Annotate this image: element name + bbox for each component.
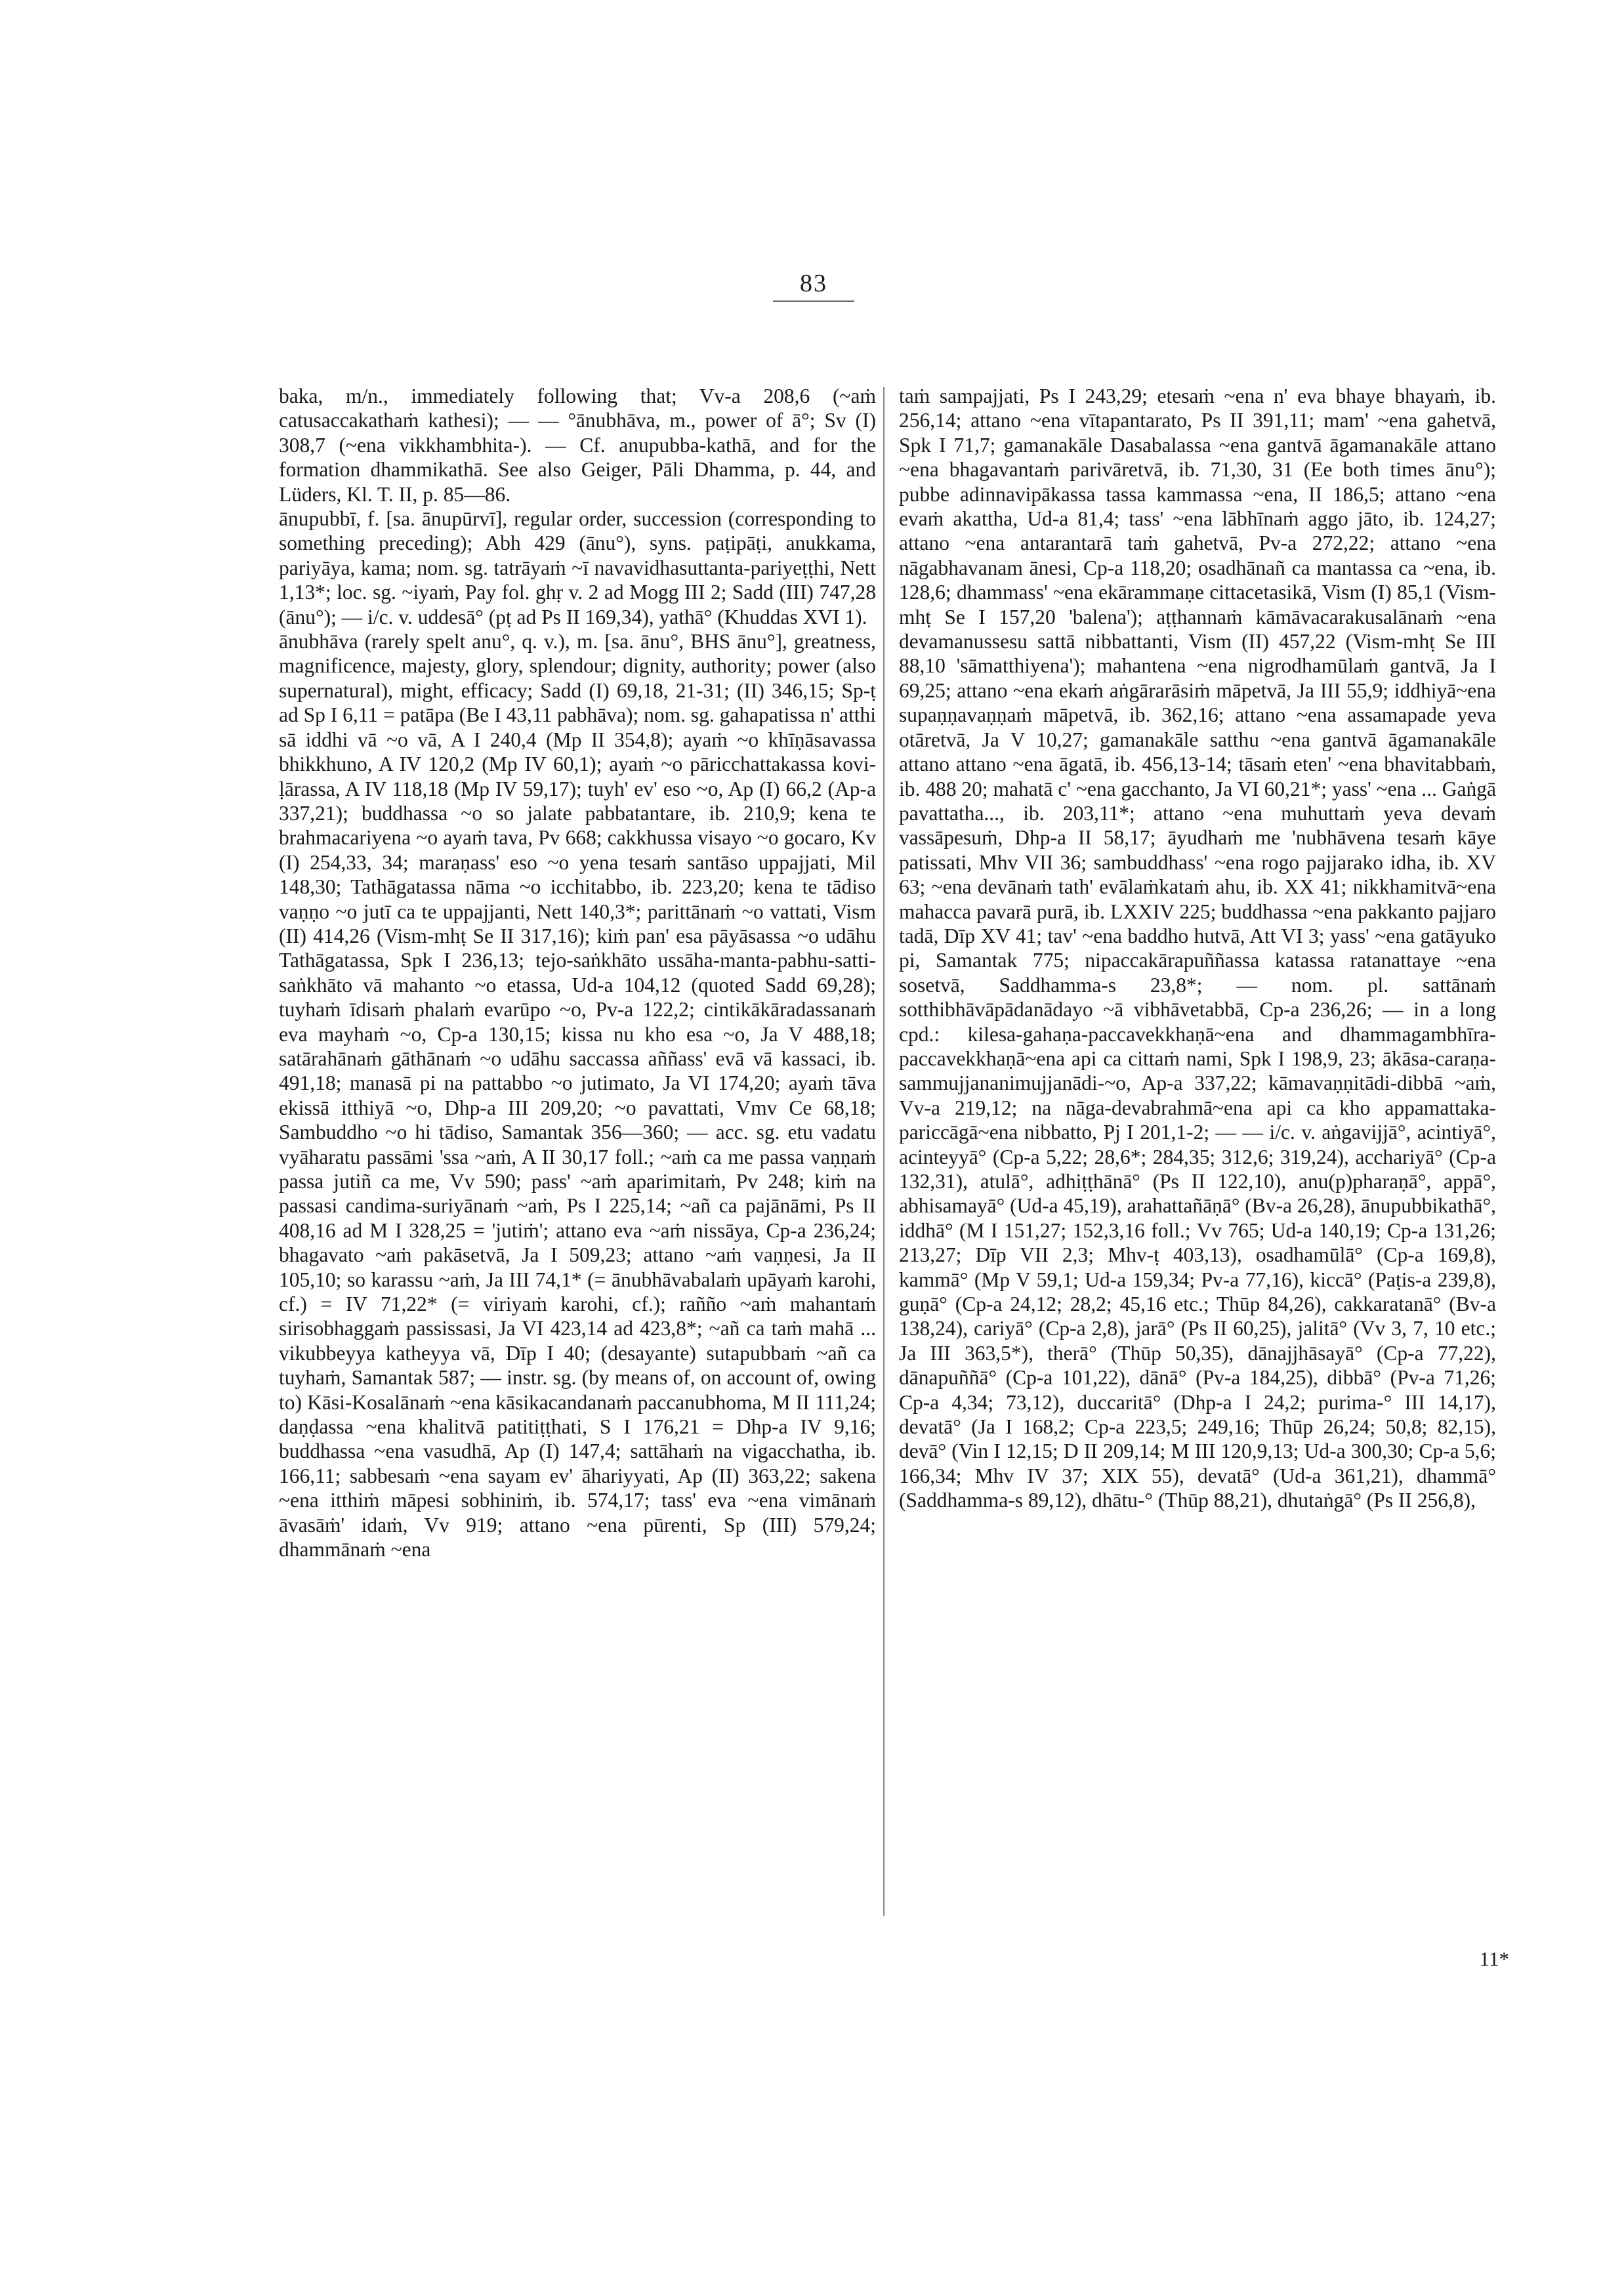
page-number-rule <box>773 300 854 302</box>
page-number: 83 <box>800 270 827 297</box>
right-column <box>899 384 1496 1513</box>
signature-mark: 11* <box>1479 1947 1509 1970</box>
entry-anubhava: ānubhāva (rarely spelt anu°, q. v.), m. [sa. ānu°, BHS ānu°], greatness, magnificence, majesty, glory, splendour; dignity, authority; power (also supernatural), might, efficacy; Sadd (I) 69,18, 21-31; (II) 346,15; Sp-ṭ ad Sp I 6,11 = patāpa (Be I 43,11 pabhāva); nom. sg. gahapatissa n' atthi sā iddhi vā ~o vā, A I 240,4 (Mp II 354,8); ayaṁ ~o khīṇāsavassa bhikkhuno, A IV 120,2 (Mp IV 60,1); ayaṁ ~o pāricchattakassa kovi-ḷārassa, A IV 118,18 (Mp IV 59,17); tuyh' ev' eso ~o, Ap (I) 66,2 (Ap-a 337,21); buddhassa ~o so jalate pabbatantare, ib. 210,9; kena te brahmacariyena ~o ayaṁ tava, Pv 668; cakkhussa visayo ~o gocaro, Kv (I) 254,33, 34; maraṇass' eso ~o yena tesaṁ santāso uppajjati, Mil 148,30; Tathāgatassa nāma ~o icchitabbo, ib. 223,20; kena te tādiso vaṇṇo ~o jutī ca te uppajjanti, Nett 140,3*; parittānaṁ ~o vattati, Vism (II) 414,26 (Vism-mhṭ Se II 317,16); kiṁ pan' esa pāyāsassa ~o udāhu Tathāgatassa, Spk I 236,13; tejo-saṅkhāto ussāha-manta-pabhu-satti-saṅkhāto vā mahanto ~o etassa, Ud-a 104,12 (quoted Sadd 69,28); tuyhaṁ īdisaṁ phalaṁ evarūpo ~o, Pv-a 122,2; cintikākāradassanaṁ eva mayhaṁ ~o, Cp-a 130,15; kissa nu kho esa ~o, Ja V 488,18; satārahānaṁ gāthānaṁ ~o udāhu saccassa aññass' evā vā kassaci, ib. 491,18; manasā pi na pattabbo ~o jutimato, Ja VI 174,20; ayaṁ tāva ekissā itthiyā ~o, Dhp-a III 209,20; ~o pavattati, Vmv Ce 68,18; Sambuddho ~o hi tādiso, Samantak 356—360; — acc. sg. etu vadatu vyāharatu passāmi 'ssa ~aṁ, A II 30,17 foll.; ~aṁ ca me passa vaṇṇaṁ passa jutiñ ca me, Vv 590; pass' ~aṁ aparimitaṁ, Pv 248; kiṁ na passasi candima-suriyānaṁ ~aṁ, Ps I 225,14; ~añ ca pajānāmi, Ps II 408,16 ad M I 328,25 = 'jutiṁ'; attano eva ~aṁ nissāya, Cp-a 236,24; bhagavato ~aṁ pakāsetvā, Ja I 509,23; attano ~aṁ vaṇṇesi, Ja II 105,10; so karassu ~aṁ, Ja III 74,1* (= ānubhāvabalaṁ upāyaṁ karohi, cf.) = IV 71,22* (= viriyaṁ karohi, cf.); rañño ~aṁ mahantaṁ sirisobhaggaṁ passissasi, Ja VI 423,14 ad 423,8*; ~añ ca taṁ mahā ... vikubbeyya katheyya vā, Dīp I 40; (desayante) sutapubbaṁ ~añ ca tuyhaṁ, Samantak 587; — instr. sg. (by means of, on account of, owing to) Kāsi-Kosalānaṁ ~ena kāsikacandanaṁ paccanubhoma, M II 111,24; daṇḍassa ~ena khalitvā patitiṭṭhati, S I 176,21 = Dhp-a IV 9,16; buddhassa ~ena vasudhā, Ap (I) 147,4; sattāhaṁ na vigacchatha, ib. 166,11; sabbesaṁ ~ena sayam ev' āhariyyati, Ap (II) 363,22; sakena ~ena itthiṁ māpesi sobhiniṁ, ib. 574,17; tass' eva ~ena vimānaṁ āvasāṁ' idaṁ, Vv 919; attano ~ena pūrenti, Sp (III) 579,24; dhammānaṁ ~ena <box>279 630 876 1561</box>
column-divider <box>883 387 885 1916</box>
left-column <box>279 384 876 1562</box>
entry-anupubbi: ānupubbī, f. [sa. ānupūrvī], regular order, succession (corresponding to something preceding); Abh 429 (ānu°), syns. paṭipāṭi, anukkama, pariyāya, kama; nom. sg. tatrāyaṁ ~ī navavidhasuttanta-pariyeṭṭhi, Nett 1,13*; loc. sg. ~iyaṁ, Pay fol. ghṛ v. 2 ad Mogg III 2; Sadd (III) 747,28 (ānu°); — i/c. v. uddesā° (pṭ ad Ps II 169,34), yathā° (Khuddas XVI 1). <box>279 507 876 629</box>
entry-anubhava-continued: taṁ sampajjati, Ps I 243,29; etesaṁ ~ena n' eva bhaye bhayaṁ, ib. 256,14; attano ~ena vītapantarato, Ps II 391,11; mam' ~ena gahetvā, Spk I 71,7; gamanakāle Dasabalassa ~ena gantvā āgamanakāle attano ~ena bhagavantaṁ parivāretvā, ib. 71,30, 31 (Ee both times ānu°); pubbe adinnavipākassa tassa kammassa ~ena, II 186,5; attano ~ena evaṁ akattha, Ud-a 81,4; tass' ~ena lābhīnaṁ aggo jāto, ib. 124,27; attano ~ena antarantarā taṁ gahetvā, Pv-a 272,22; attano ~ena nāgabhavanam ānesi, Cp-a 118,20; osadhānañ ca mantassa ca ~ena, ib. 128,6; dhammass' ~ena ekārammaṇe cittacetasikā, Vism (I) 85,1 (Vism-mhṭ Se I 157,20 'balena'); aṭṭhannaṁ kāmāvacarakusalānaṁ ~ena devamanussesu sattā nibbattanti, Vism (II) 457,22 (Vism-mhṭ Se III 88,10 'sāmatthiyena'); mahantena ~ena nigrodhamūlaṁ gantvā, Ja I 69,25; attano ~ena ekaṁ aṅgārarāsiṁ māpetvā, Ja III 55,9; iddhiyā~ena supaṇṇavaṇṇaṁ māpetvā, ib. 362,16; attano ~ena assamapade yeva otāretvā, Ja V 10,27; gamanakāle satthu ~ena gantvā āgamanakāle attano attano ~ena āgatā, ib. 456,13-14; tāsaṁ eten' ~ena bhavitabbaṁ, ib. 488 20; mahatā c' ~ena gacchanto, Ja VI 60,21*; yass' ~ena ... Gaṅgā pavattatha..., ib. 203,11*; attano ~ena muhuttaṁ yeva devaṁ vassāpesuṁ, Dhp-a II 58,17; āyudhaṁ me 'nubhāvena tesaṁ kāye patissati, Mhv VII 36; sambuddhass' ~ena rogo pajjarako idha, ib. XV 63; ~ena devānaṁ tath' evālaṁkataṁ ahu, ib. XX 41; nikkhamitvā~ena mahacca pavarā purā, ib. LXXIV 225; buddhassa ~ena pakkanto pajjaro tadā, Dīp XV 41; tav' ~ena baddho hutvā, Att VI 3; yass' ~ena gatāyuko pi, Samantak 775; nipaccakārapuññassa katassa ratanattaye ~ena sosetvā, Saddhamma-s 23,8*; — nom. pl. sattānaṁ sotthibhāvāpādanādayo ~ā vibhāvetabbā, Cp-a 236,26; — in a long cpd.: kilesa-gahaṇa-paccavekkhaṇā~ena and dhammagambhīra-paccavekkhaṇā~ena api ca cittaṁ nami, Spk I 198,9, 23; ākāsa-caraṇa-sammujjananimujjanādi-~o, Ap-a 337,22; kāmavaṇṇitādi-dibbā ~aṁ, Vv-a 219,12; na nāga-devabrahmā~ena api ca kho appamattaka-pariccāgā~ena nibbatto, Pj I 201,1-2; — — i/c. v. aṅgavijjā°, acintiyā°, acinteyyā° (Cp-a 5,22; 28,6*; 284,35; 312,6; 319,24), acchariyā° (Cp-a 132,31), atulā°, adhiṭṭhānā° (Ps II 122,10), anu(p)pharaṇā°, appā°, abhisamayā° (Ud-a 45,19), arahattañāṇā° (Bv-a 26,28), ānupubbikathā°, iddhā° (M I 151,27; 152,3,16 foll.; Vv 765; Ud-a 140,19; Cp-a 131,26; 213,27; Dīp VII 2,3; Mhv-ṭ 403,13), osadhamūlā° (Cp-a 169,8), kammā° (Mp V 59,1; Ud-a 159,34; Pv-a 77,16), kiccā° (Paṭis-a 239,8), guṇā° (Cp-a 24,12; 28,2; 45,16 etc.; Thūp 84,26), cakkaratanā° (Bv-a 138,24), cariyā° (Cp-a 2,8), jarā° (Ps II 60,25), jalitā° (Vv 3, 7, 10 etc.; Ja III 363,5*), therā° (Thūp 50,35), dānajjhāsayā° (Cp-a 77,22), dānapuññā° (Cp-a 101,22), dānā° (Pv-a 184,25), dibbā° (Pv-a 71,26; Cp-a 4,34; 73,12), duccaritā° (Dhp-a I 24,2; purima-° III 14,17), devatā° (Ja I 168,2; Cp-a 223,5; 249,16; Thūp 26,24; 50,8; 82,15), devā° (Vin I 12,15; D II 209,14; M III 120,9,13; Ud-a 300,30; Cp-a 5,6; 166,34; Mhv IV 37; XIX 55), devatā° (Ud-a 361,21), dhammā° (Saddhamma-s 89,12), dhātu-° (Thūp 88,21), dhutaṅgā° (Ps II 256,8), <box>899 384 1496 1512</box>
entry-continuation: baka, m/n., immediately following that; Vv-a 208,6 (~aṁ catusaccakathaṁ kathesi); — — °ānubhāva, m., power of ā°; Sv (I) 308,7 (~ena vikkhambhita-). — Cf. anupubba-kathā, and for the formation dhammikathā. See also Geiger, Pāli Dhamma, p. 44, and Lüders, Kl. T. II, p. 85—86. <box>279 384 876 506</box>
